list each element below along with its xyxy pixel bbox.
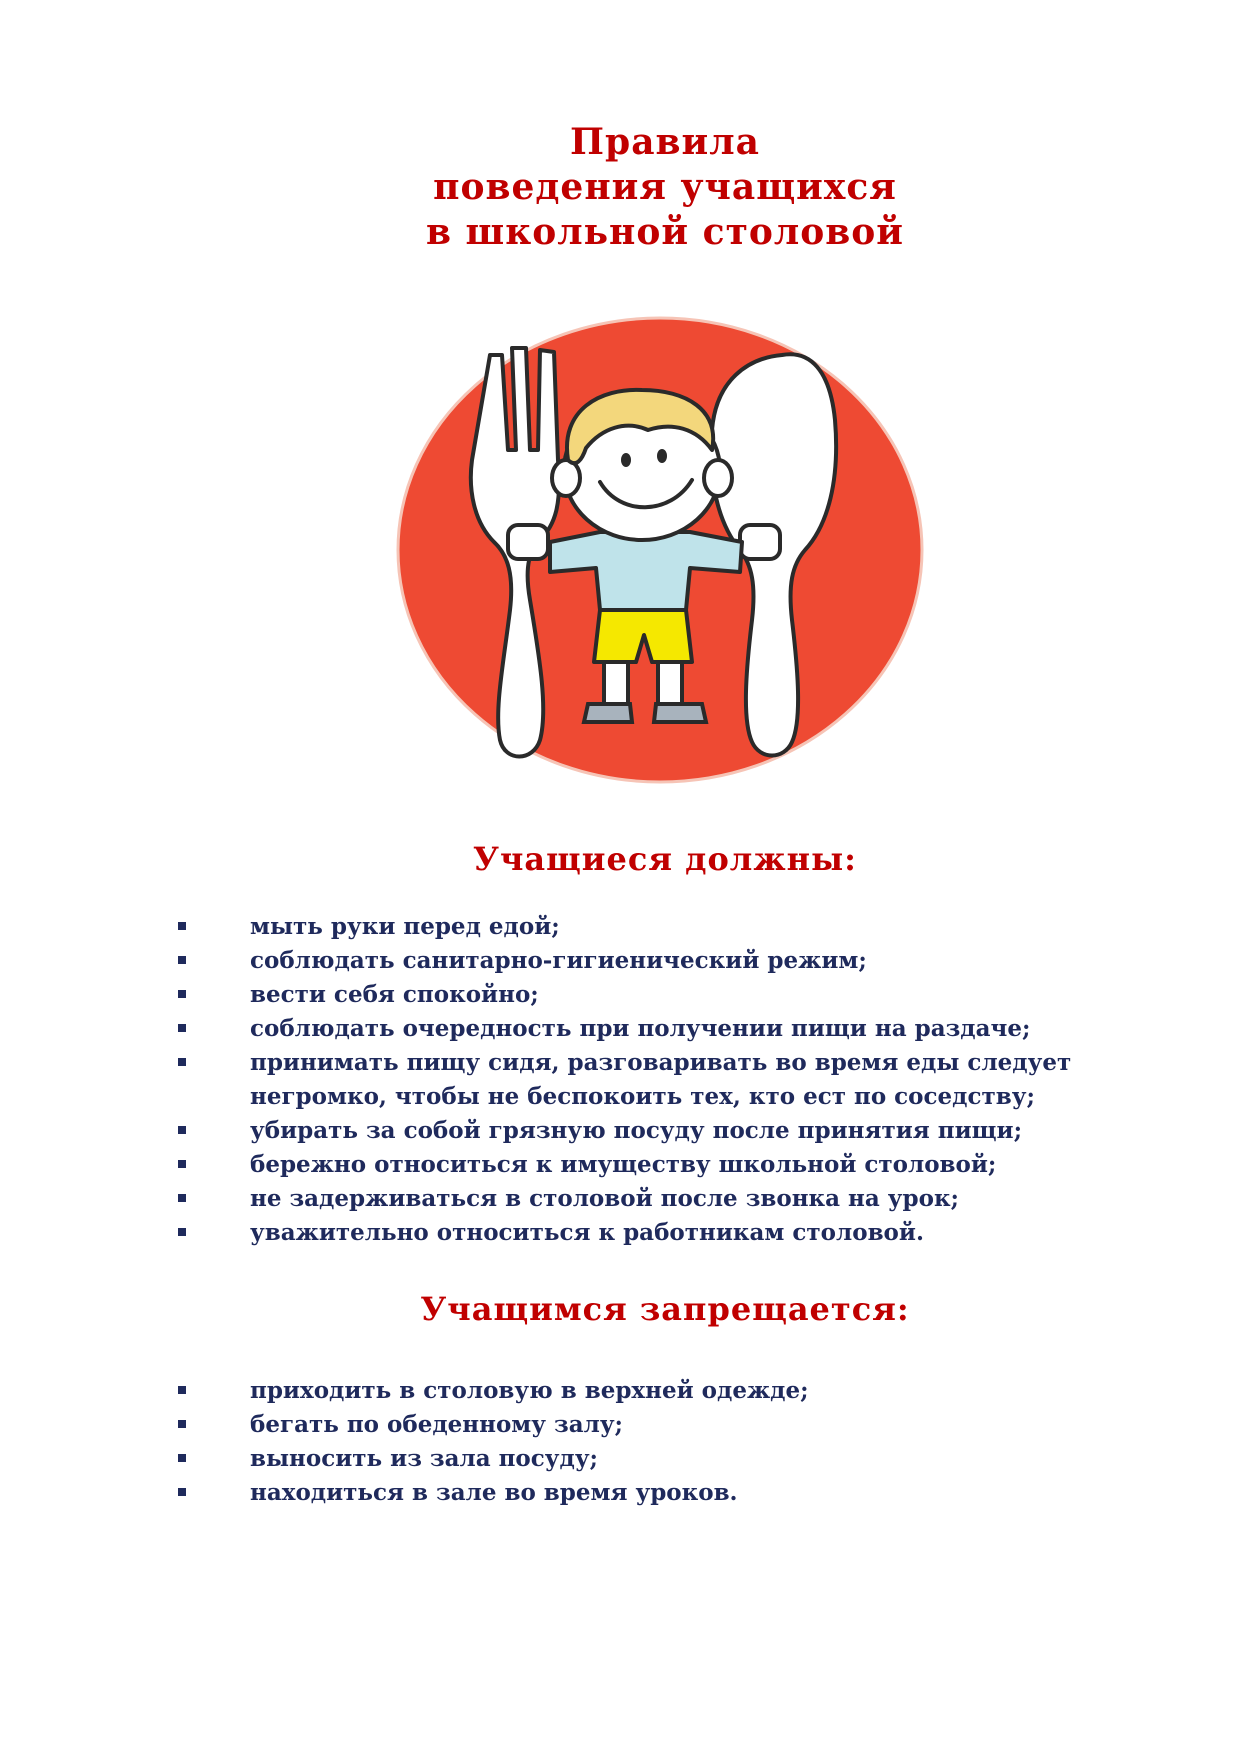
- list-item: выносить из зала посуду;: [178, 1442, 809, 1476]
- list-item: соблюдать санитарно-гигиенический режим;: [178, 944, 1071, 978]
- forbidden-heading: Учащимся запрещается:: [420, 1290, 910, 1328]
- bullet-icon: [178, 1488, 186, 1496]
- list-item: соблюдать очередность при получении пищи на раздаче;: [178, 1012, 1071, 1046]
- bullet-icon: [178, 1160, 186, 1168]
- list-item: вести себя спокойно;: [178, 978, 1071, 1012]
- forbidden-list: [178, 1374, 809, 1510]
- bullet-icon: [178, 922, 186, 930]
- bullet-icon: [178, 1454, 186, 1462]
- bullet-icon: [178, 1024, 186, 1032]
- bullet-icon: [178, 1058, 186, 1066]
- must-heading: Учащиеся должны:: [473, 840, 857, 878]
- list-item: бегать по обеденному залу;: [178, 1408, 809, 1442]
- list-item: не задерживаться в столовой после звонка на урок;: [178, 1182, 1071, 1216]
- bullet-icon: [178, 956, 186, 964]
- list-item: убирать за собой грязную посуду после принятия пищи;: [178, 1114, 1071, 1148]
- list-item: находиться в зале во время уроков.: [178, 1476, 809, 1510]
- title-line-1: Правила: [570, 121, 760, 163]
- list-item: мыть руки перед едой;: [178, 910, 1071, 944]
- must-list: [178, 910, 1071, 1250]
- page-title: [0, 120, 1241, 255]
- bullet-icon: [178, 1194, 186, 1202]
- title-line-2: поведения учащихся: [433, 166, 897, 208]
- list-item: принимать пищу сидя, разговаривать во время еды следует негромко, чтобы не беспокоить тех, кто ест по соседству;: [178, 1046, 1071, 1114]
- bullet-icon: [178, 1386, 186, 1394]
- list-item: уважительно относиться к работникам столовой.: [178, 1216, 1071, 1250]
- bullet-icon: [178, 1420, 186, 1428]
- bullet-icon: [178, 990, 186, 998]
- child-with-fork-and-spoon-icon: [390, 310, 930, 790]
- title-line-3: в школьной столовой: [425, 211, 905, 253]
- list-item: приходить в столовую в верхней одежде;: [178, 1374, 809, 1408]
- bullet-icon: [178, 1228, 186, 1236]
- bullet-icon: [178, 1126, 186, 1134]
- list-item: бережно относиться к имуществу школьной столовой;: [178, 1148, 1071, 1182]
